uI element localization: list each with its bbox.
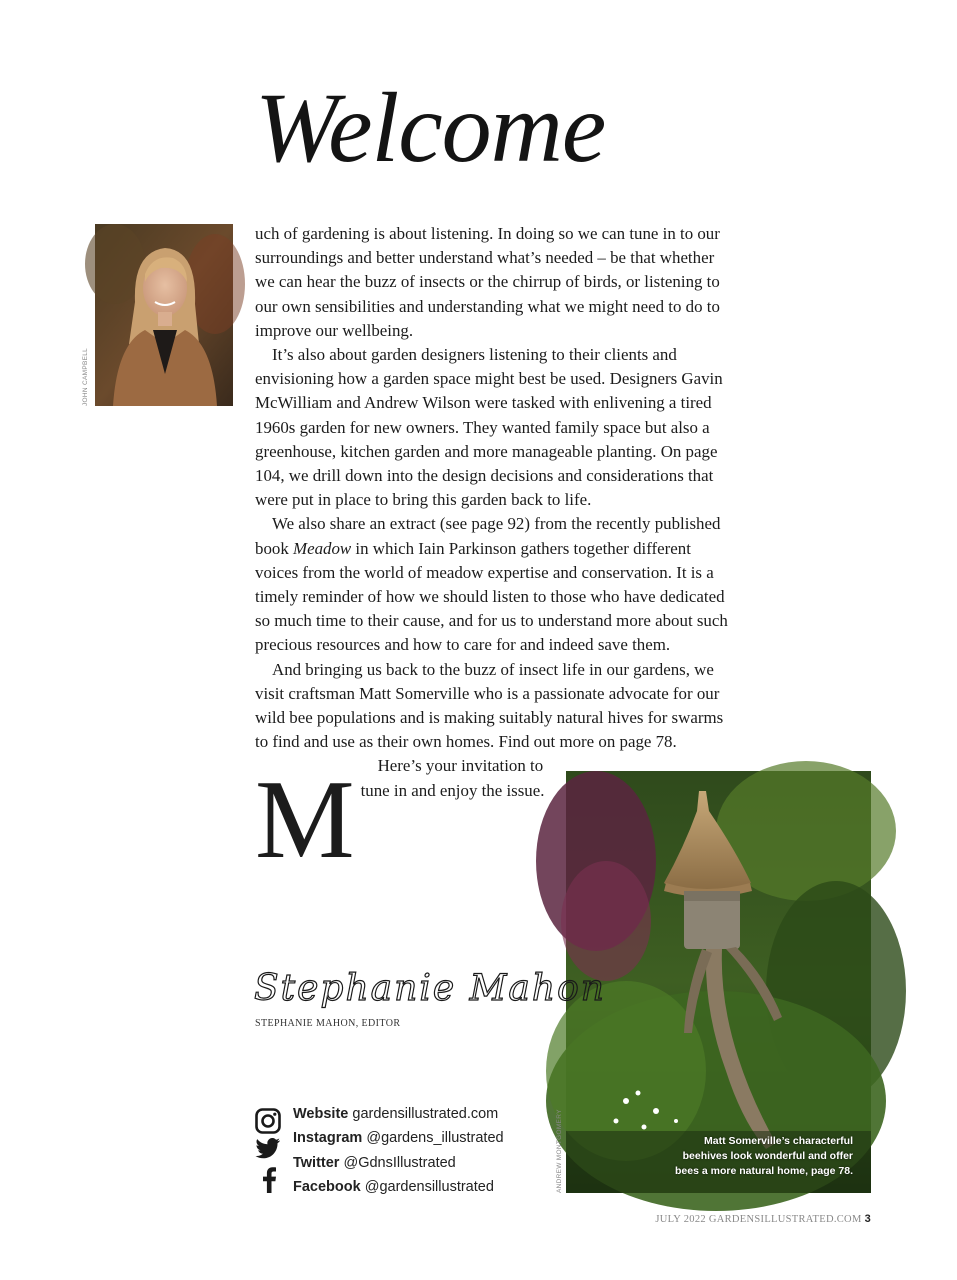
beehive-photo: [566, 771, 871, 1193]
dropcap: M: [255, 758, 355, 882]
instagram-icon: [255, 1108, 281, 1134]
paragraph-4: And bringing us back to the buzz of insect life in our gardens, we visit craftsman Matt Somerville who is a passionate advocate for our wild bee populations and is making suitably natural hives for swarms to find and use as their own homes. Find out more on page 78.: [255, 659, 724, 752]
page-footer: [655, 1213, 871, 1225]
portrait-credit: JOHN CAMPBELL: [82, 347, 89, 406]
social-label: Twitter: [293, 1154, 340, 1171]
signature-text: Stephanie Mahon: [254, 968, 606, 1009]
footer-issue: JULY 2022 GARDENSILLUSTRATED.COM: [655, 1214, 862, 1225]
social-label: Facebook: [293, 1178, 361, 1195]
photo-credit: ANDREW MONTGOMERY: [556, 1109, 563, 1193]
editor-portrait: [95, 224, 233, 406]
social-value: @GdnsIllustrated: [343, 1154, 456, 1171]
social-value: @gardensillustrated: [364, 1178, 494, 1195]
social-value: @gardens_illustrated: [366, 1130, 504, 1147]
photo-caption: Matt Somerville’s characterful beehives look wonderful and offer bees a more natural home, page 78.: [675, 1135, 853, 1177]
book-title: Meadow: [293, 538, 352, 558]
editor-signature: [252, 962, 606, 1015]
social-label: Website: [293, 1106, 349, 1122]
paragraph-5: Here’s your invitation to tune in and enjoy the issue.: [360, 756, 545, 800]
facebook-icon: [257, 1167, 283, 1193]
paragraph-2: It’s also about garden designers listening to their clients and envisioning how a garden space might best be used. Designers Gavin McWilliam and Andrew Wilson were tasked with enlivening a tired 1960s garden for new owners. They wanted family space but also a greenhouse, kitchen garden and more manageable planting. On page 104, we drill down into the design decisions and considerations that were put in place to bring this garden back to life.: [255, 345, 723, 510]
page-number: 3: [864, 1213, 871, 1225]
page-title: Welcome: [255, 72, 606, 183]
social-label: Instagram: [293, 1130, 363, 1147]
twitter-icon: [255, 1136, 281, 1162]
editor-name: STEPHANIE MAHON, EDITOR: [255, 1018, 401, 1029]
paragraph-3: We also share an extract (see page 92) from the recently published book Meadow in which Iain Parkinson gathers together different voices from the world of meadow expertise and conservation. It is a timely reminder of how we should listen to those who have dedicated so much time to their cause, and for us to understand more about such precious resources and how to care for and indeed save them.: [255, 514, 728, 655]
paragraph-1: M uch of gardening is about listening. In doing so we can tune in to our surroundings and better understand what’s needed – be that whether we can hear the buzz of insects or the chirrup of birds, or listening to our own sensibilities and understanding what we might need to do to improve our wellbeing.: [255, 224, 720, 882]
social-value: gardensillustrated.com: [352, 1106, 499, 1122]
